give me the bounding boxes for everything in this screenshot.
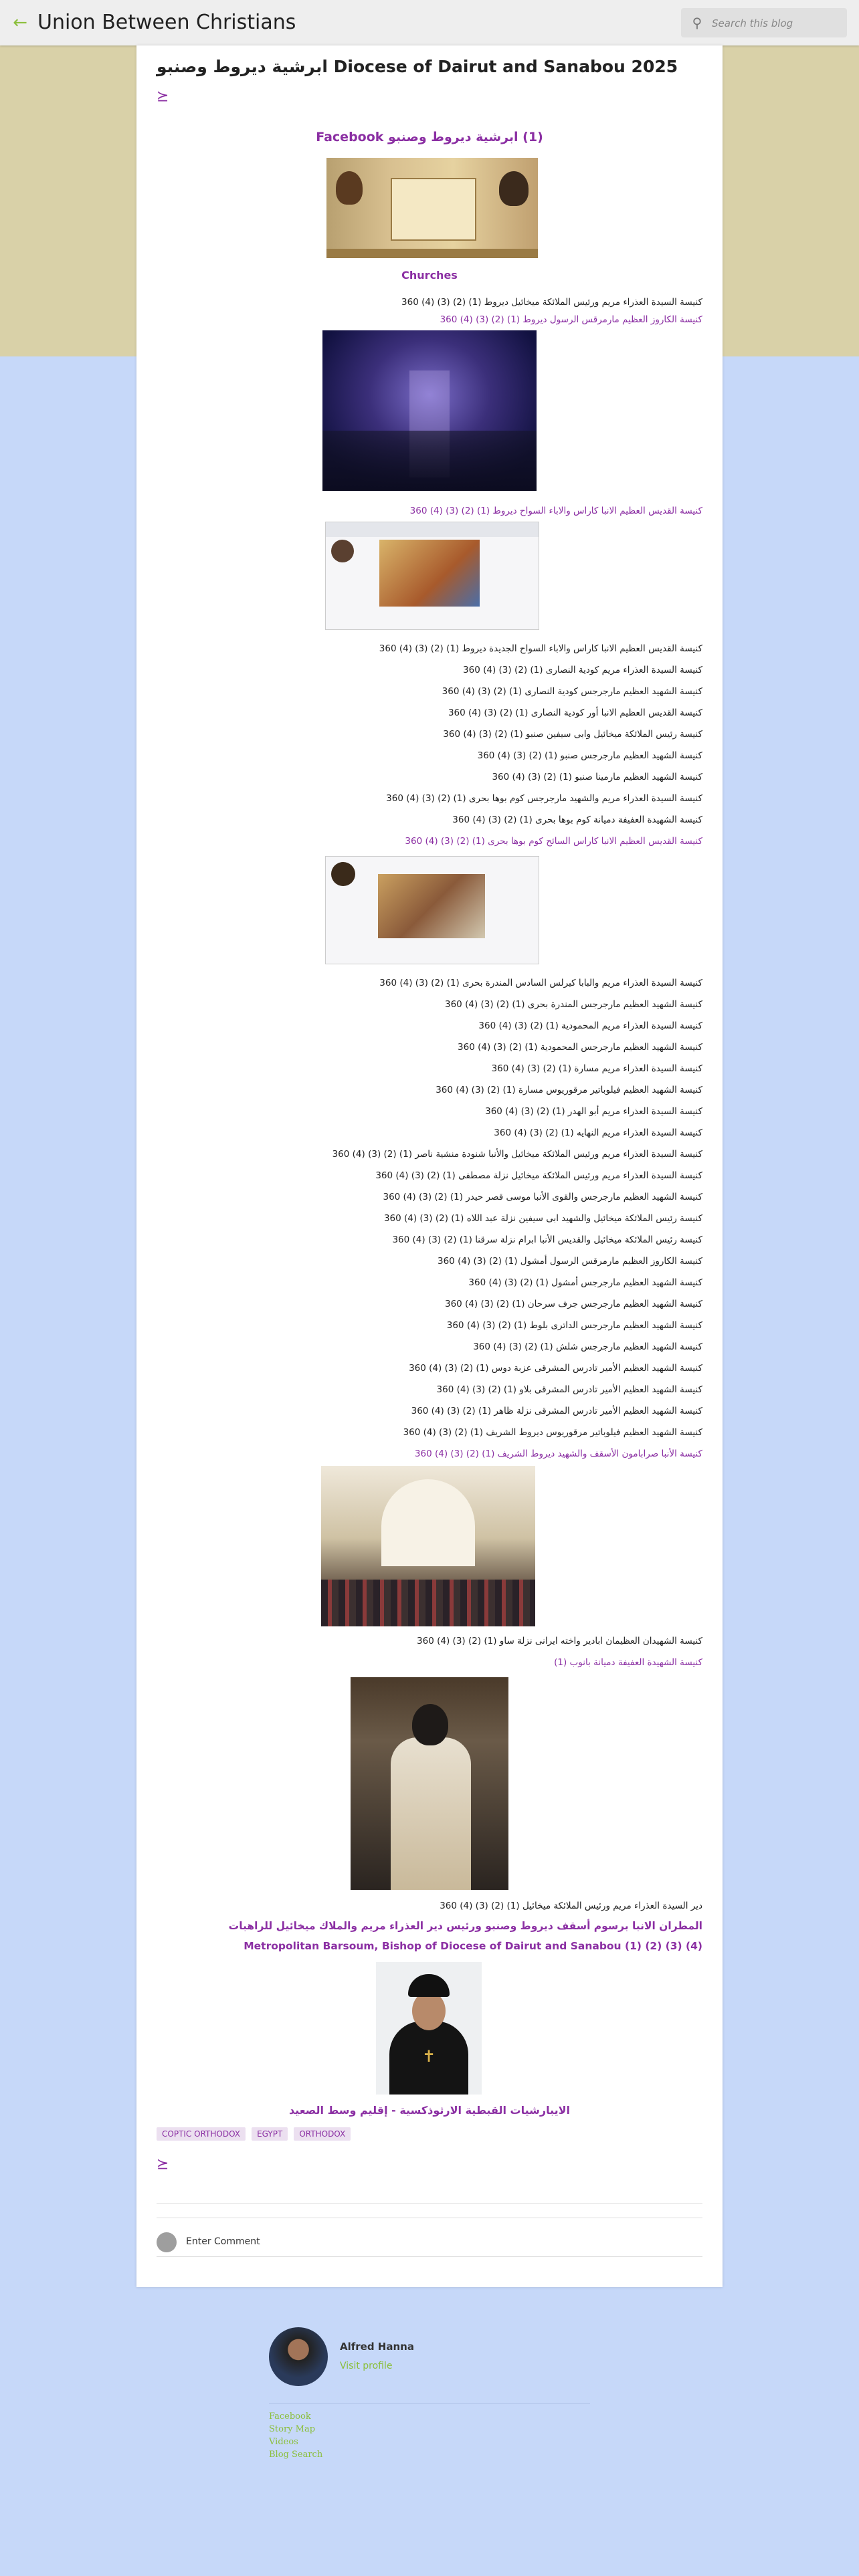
label-chip[interactable]: ORTHODOX — [294, 2127, 351, 2141]
church-link[interactable]: كنيسة الكاروز العظيم مارمرقس الرسول ديروط (1) (2) (3) (4) 360 — [440, 314, 702, 325]
footer-link[interactable]: Story Map — [269, 2424, 316, 2434]
back-arrow-icon[interactable]: ← — [13, 13, 27, 33]
facebook-page-screenshot — [325, 856, 539, 964]
church-list-item: كنيسة الكاروز العظيم مارمرقس الرسول أمشول (1) (2) (3) (4) 360 — [438, 1256, 702, 1267]
church-list-item: كنيسة الشهيد العظيم مارجرجس أمشول (1) (2) (3) (4) 360 — [468, 1277, 702, 1288]
church-list-item: كنيسة السيدة العذراء مريم ورئيس الملائكة ميخائيل نزلة مصطفى (1) (2) (3) (4) 360 — [375, 1170, 702, 1181]
church-link[interactable]: كنيسة القديس العظيم الانبا كاراس السائح كوم بوها بحرى (1) (2) (3) (4) 360 — [405, 836, 702, 847]
church-list-item: كنيسة الشهيد العظيم الأمير تادرس المشرقى عزبة دوس (1) (2) (3) (4) 360 — [409, 1363, 702, 1374]
church-list-item: كنيسة الشهيد العظيم مارجرجس الداترى بلوط (1) (2) (3) (4) 360 — [446, 1320, 702, 1331]
share-icon[interactable]: ⪰ — [157, 2156, 169, 2173]
church-list-item: كنيسة الشهيد العظيم مارجرجس المندرة بحرى (1) (2) (3) (4) 360 — [445, 999, 702, 1010]
churches-heading[interactable]: Churches — [401, 269, 458, 282]
church-list-item: كنيسة السيدة العذراء مريم المحمودية (1) (2) (3) (4) 360 — [478, 1021, 702, 1031]
church-list-item: كنيسة الشهيد العظيم مارجرجس والقوى الأنبا موسى قصر حيدر (1) (2) (3) (4) 360 — [383, 1192, 702, 1202]
church-list-item: كنيسة رئيس الملائكة ميخائيل وابى سيفين صنبو (1) (2) (3) (4) 360 — [443, 729, 702, 740]
church-list-item: كنيسة السيدة العذراء مريم والبابا كيرلس السادس المندرة بحرى (1) (2) (3) (4) 360 — [379, 978, 702, 988]
church-list-item: كنيسة الشهيد العظيم الأمير تادرس المشرقى نزلة ظاهر (1) (2) (3) (4) 360 — [411, 1406, 702, 1416]
divider — [157, 2256, 702, 2257]
church-interior-image — [322, 330, 537, 491]
church-list-item: كنيسة الشهيدان العظيمان ابادير واخته ايرانى نزلة ساو (1) (2) (3) (4) 360 — [417, 1636, 702, 1646]
footer-link[interactable]: Facebook — [269, 2411, 311, 2422]
diocese-banner-image — [326, 158, 538, 258]
footer-links — [269, 2410, 322, 2461]
church-list-item: دير السيدة العذراء مريم ورئيس الملائكة ميخائيل (1) (2) (3) (4) 360 — [440, 1901, 702, 1911]
church-list-item: كنيسة الشهيد العظيم مارجرجس كودية النصارى (1) (2) (3) (4) 360 — [442, 686, 702, 697]
divider — [269, 2403, 590, 2404]
church-list-item: كنيسة السيدة العذراء مريم ورئيس الملائكة ميخائيل ديروط (1) (2) (3) (4) 360 — [401, 297, 702, 308]
label-chip[interactable]: EGYPT — [252, 2127, 288, 2141]
post-card — [136, 45, 723, 2287]
church-list-item: كنيسة السيدة العذراء مريم كودية النصارى (1) (2) (3) (4) 360 — [463, 665, 702, 675]
church-list-item: كنيسة السيدة العذراء مريم النهايه (1) (2) (3) (4) 360 — [494, 1128, 702, 1138]
search-input[interactable] — [710, 13, 844, 33]
blog-title[interactable]: Union Between Christians — [37, 11, 296, 34]
bishop-portrait-image — [376, 1962, 482, 2095]
church-link[interactable]: Metropolitan Barsoum, Bishop of Diocese of Dairut and Sanabou (1) (2) (3) (4) — [244, 1940, 702, 1952]
share-icon[interactable]: ⪰ — [157, 88, 169, 105]
divider — [157, 2203, 702, 2204]
church-list-item: كنيسة الشهيد العظيم فيلوباتير مرقوريوس مسارة (1) (2) (3) (4) 360 — [436, 1085, 702, 1095]
profile-avatar[interactable] — [269, 2327, 328, 2386]
facebook-post-screenshot — [325, 522, 539, 630]
church-list-item: كنيسة الشهيد العظيم مارمينا صنبو (1) (2) (3) (4) 360 — [492, 772, 702, 782]
church-list-item: كنيسة الشهيد العظيم مارجرجس جرف سرحان (1) (2) (3) (4) 360 — [444, 1299, 702, 1309]
footer-link[interactable]: Videos — [269, 2437, 298, 2447]
church-list-item: كنيسة الشهيد العظيم فيلوباتير مرقوريوس ديروط الشريف (1) (2) (3) (4) 360 — [403, 1427, 702, 1438]
bishop-liturgy-image — [351, 1677, 508, 1890]
church-link[interactable]: كنيسة القديس العظيم الانبا كاراس والاباء السواح ديروط (1) (2) (3) (4) 360 — [409, 506, 702, 516]
church-list-item: كنيسة رئيس الملائكة ميخائيل والشهيد ابى سيفين نزلة عبد اللاه (1) (2) (3) (4) 360 — [383, 1213, 702, 1224]
church-congregation-image — [321, 1466, 535, 1626]
church-list-item: كنيسة الشهيد العظيم مارجرجس المحمودية (1) (2) (3) (4) 360 — [458, 1042, 702, 1053]
church-link[interactable]: المطران الانبا برسوم أسقف ديروط وصنبو ورئيس دير العذراء مريم والملاك ميخائيل للراهبات — [228, 1920, 702, 1932]
comment-box[interactable] — [157, 2230, 702, 2254]
department-link[interactable]: الايبارشيات القبطية الارثوذكسية - إقليم وسط الصعيد — [288, 2104, 571, 2117]
post-labels — [157, 2127, 353, 2141]
facebook-links[interactable]: (1) ابرشية ديروط وصنبو Facebook — [316, 130, 543, 144]
search-icon[interactable]: ⚲ — [692, 15, 702, 31]
label-chip[interactable]: COPTIC ORTHODOX — [157, 2127, 246, 2141]
footer-link[interactable]: Blog Search — [269, 2450, 323, 2460]
top-bar — [0, 0, 859, 45]
church-list-item: كنيسة الشهيد العظيم الأمير تادرس المشرقى بلاو (1) (2) (3) (4) 360 — [436, 1384, 702, 1395]
enter-comment-prompt[interactable]: Enter Comment — [186, 2236, 260, 2247]
cross-icon: ✝ — [421, 2047, 436, 2066]
church-list-item: كنيسة السيدة العذراء مريم والشهيد مارجرجس كوم بوها بحرى (1) (2) (3) (4) 360 — [386, 793, 702, 804]
church-list-item: كنيسة الشهيد العظيم مارجرجس شلش (1) (2) (3) (4) 360 — [473, 1341, 702, 1352]
user-avatar — [157, 2232, 177, 2252]
church-link[interactable]: كنيسة الشهيدة العفيفة دميانة بانوب (1) — [554, 1657, 702, 1668]
church-list-item: كنيسة القديس العظيم الانبا أور كودية النصارى (1) (2) (3) (4) 360 — [448, 708, 702, 718]
profile-name[interactable]: Alfred Hanna — [340, 2341, 414, 2353]
church-list-item: كنيسة السيدة العذراء مريم ورئيس الملائكة ميخائيل والأنبا شنودة منشية ناصر (1) (2) (3) (4) 360 — [332, 1149, 702, 1160]
church-list-item: كنيسة الشهيد العظيم مارجرجس صنبو (1) (2) (3) (4) 360 — [477, 750, 702, 761]
visit-profile-link[interactable]: Visit profile — [340, 2361, 393, 2371]
church-list-item: كنيسة رئيس الملائكة ميخائيل والقديس الأنبا ابرام نزلة سرقنا (1) (2) (3) (4) 360 — [392, 1235, 702, 1245]
church-list-item: كنيسة القديس العظيم الانبا كاراس والاباء السواح الجديدة ديروط (1) (2) (3) (4) 360 — [379, 643, 702, 654]
search-box[interactable] — [681, 8, 847, 37]
post-title: ابرشية ديروط وصنبو Diocese of Dairut and Sanabou 2025 — [157, 57, 678, 76]
church-list-item: كنيسة الشهيدة العفيفة دميانة كوم بوها بحرى (1) (2) (3) (4) 360 — [452, 815, 702, 825]
church-list-item: كنيسة السيدة العذراء مريم أبو الهدر (1) (2) (3) (4) 360 — [485, 1106, 702, 1117]
church-list-item: كنيسة السيدة العذراء مريم مسارة (1) (2) (3) (4) 360 — [491, 1063, 702, 1074]
church-link[interactable]: كنيسة الأنبا صرابامون الأسقف والشهيد ديروط الشريف (1) (2) (3) (4) 360 — [414, 1448, 702, 1459]
